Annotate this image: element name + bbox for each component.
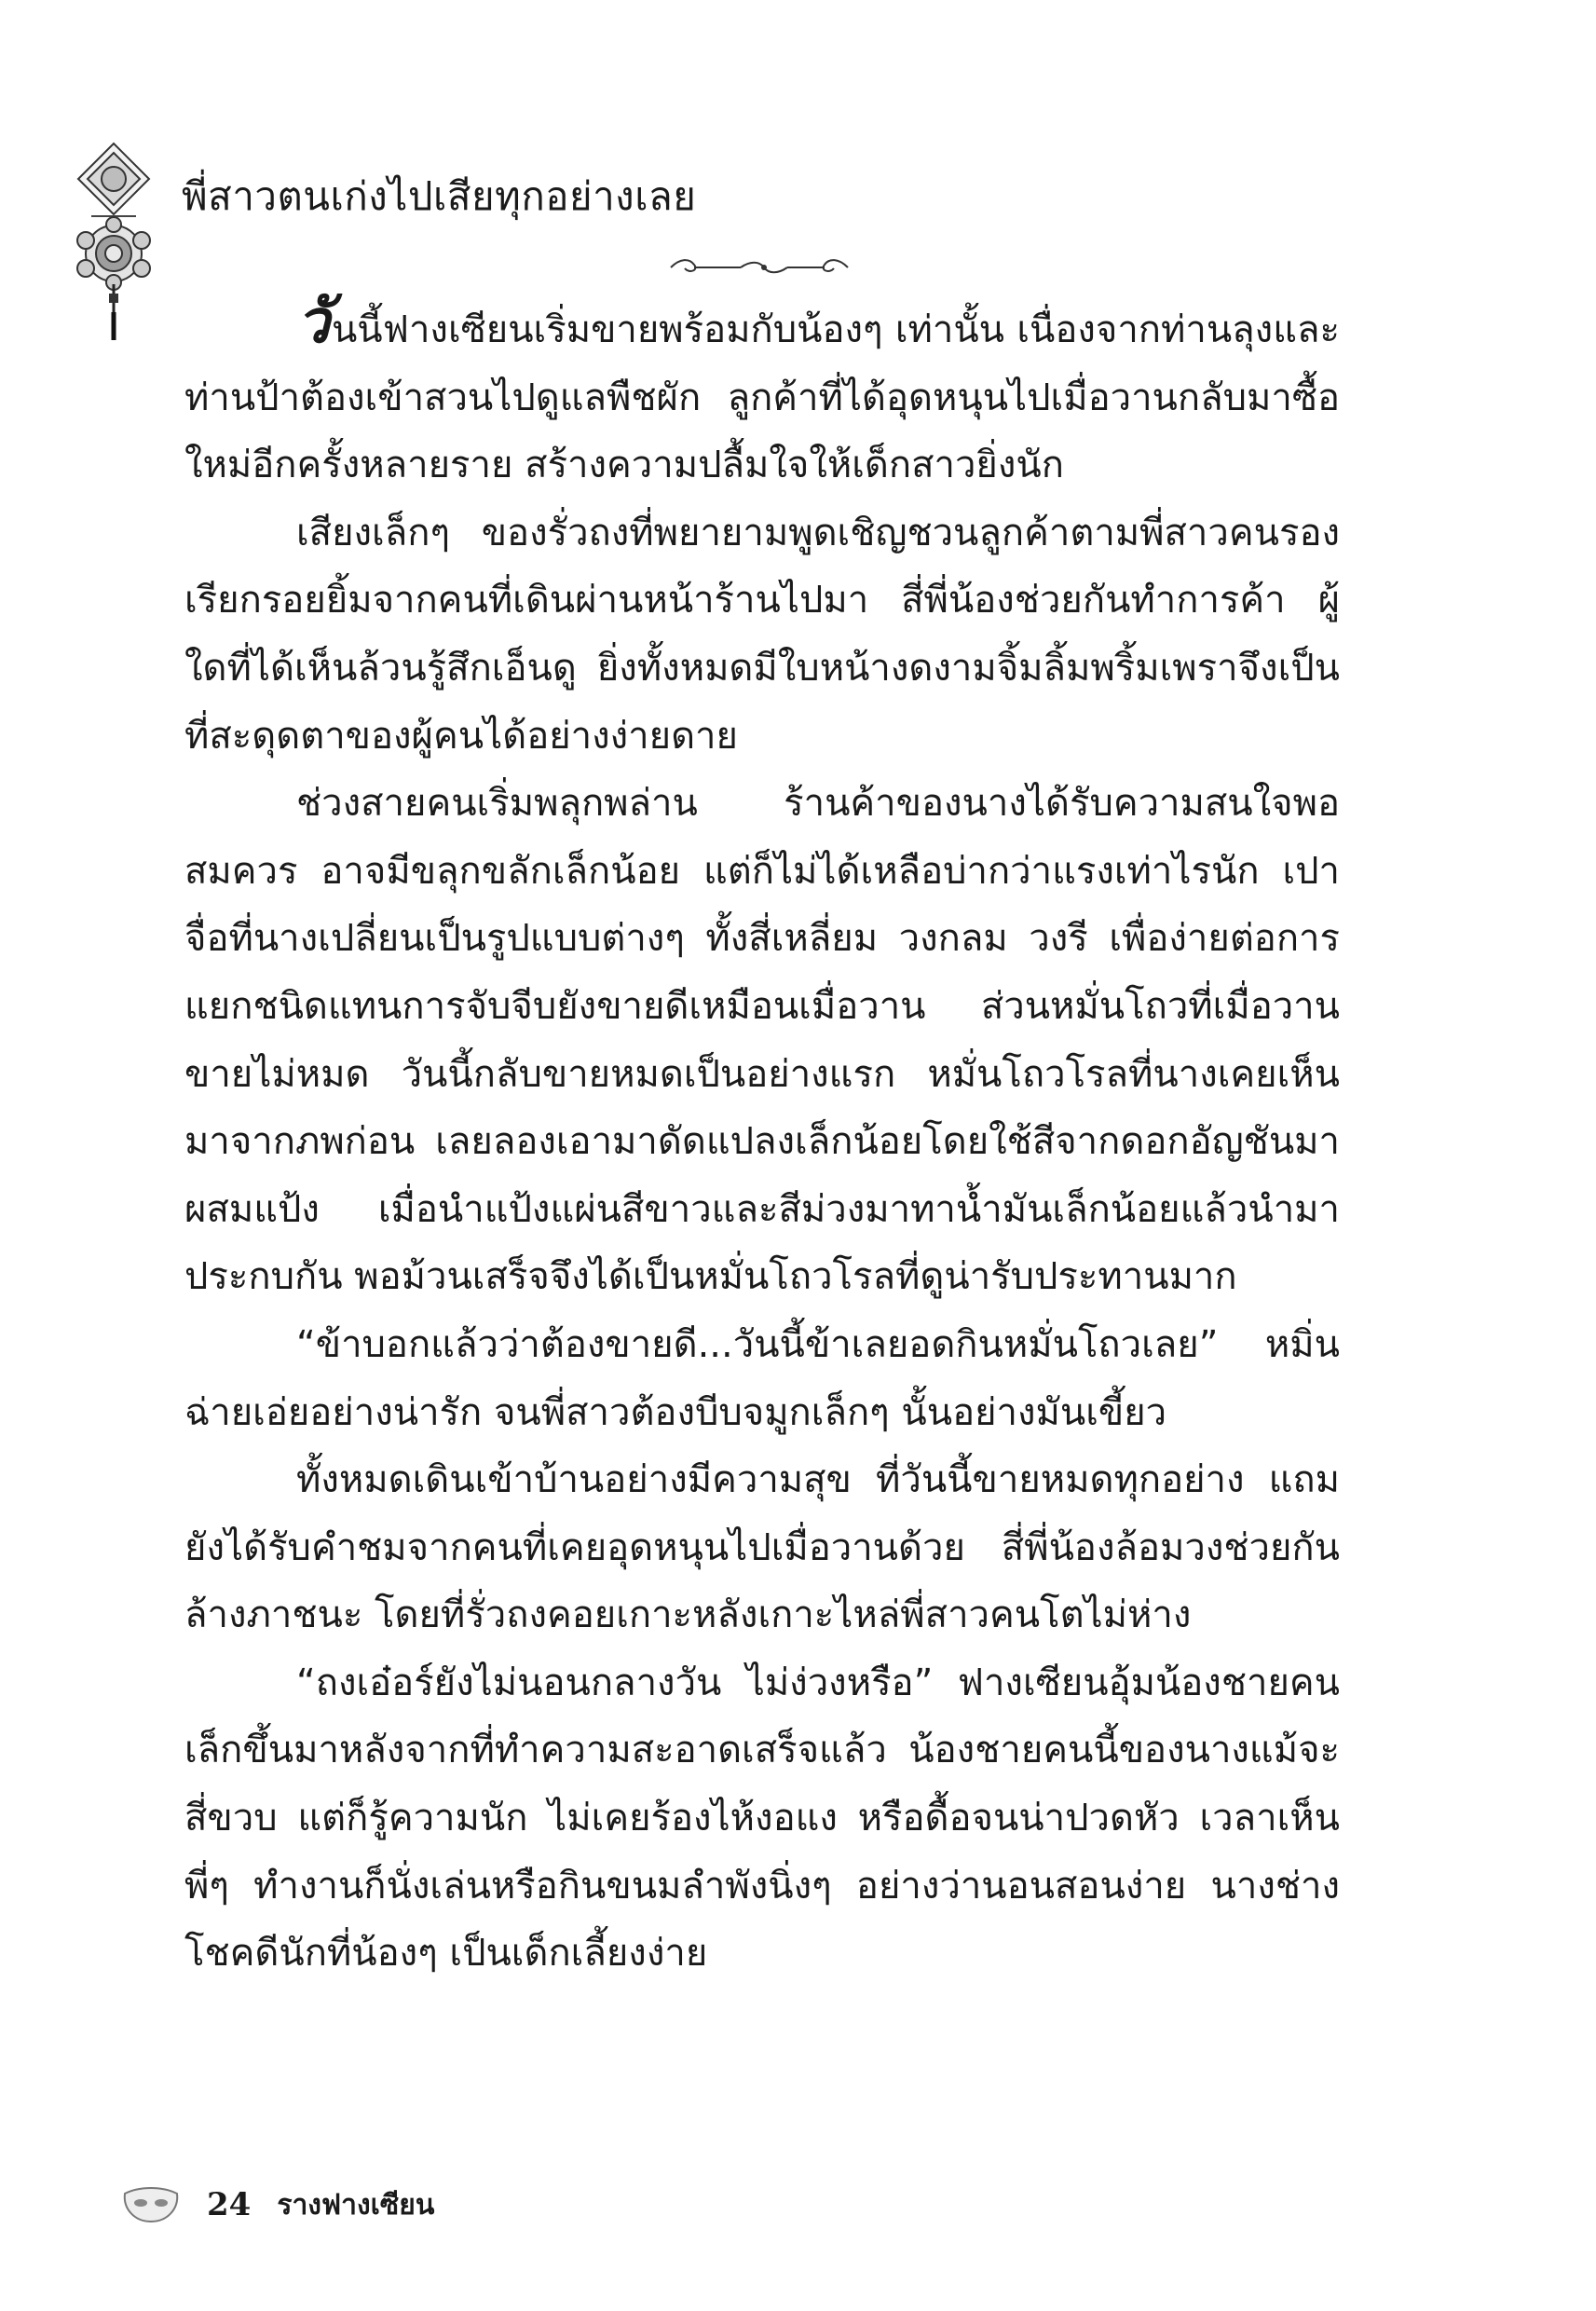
paragraph <box>184 287 1340 499</box>
mask-icon <box>121 2184 181 2225</box>
book-title: รางฟางเซียน <box>277 2188 435 2222</box>
paragraph-text: นนี้ฟางเซียนเริ่มขายพร้อมกับน้องๆ เท่านั้น เนื่องจากท่านลุงและท่านป้าต้องเข้าสวนไปดูแลพืชผัก ลูกค้าที่ได้อุดหนุนไปเมื่อวานกลับมาซื้อใหม่อีกครั้งหลายราย สร้างความปลื้มใจให้เด็กสาวยิ่งนัก <box>184 308 1340 487</box>
paragraph: “ข้าบอกแล้วว่าต้องขายดี...วันนี้ข้าเลยอดกินหมั่นโถวเลย” หมิ่นฉ่ายเอ่ยอย่างน่ารัก จนพี่สาวต้องบีบจมูกเล็กๆ นั้นอย่างมันเขี้ยว <box>184 1322 1340 1434</box>
paragraph: เสียงเล็กๆ ของรั่วถงที่พยายามพูดเชิญชวนลูกค้าตามพี่สาวคนรองเรียกรอยยิ้มจากคนที่เดินผ่านหน้าร้านไปมา สี่พี่น้องช่วยกันทำการค้า ผู้ใดที่ได้เห็นล้วนรู้สึกเอ็นดู ยิ่งทั้งหมดมีใบหน้างดงามจิ้มลิ้มพริ้มเพราจึงเป็นที่สะดุดตาของผู้คนได้อย่างง่ายดาย <box>184 511 1340 758</box>
chapter-body <box>184 287 1340 1988</box>
publisher-emblem-icon <box>58 140 170 354</box>
paragraph: ทั้งหมดเดินเข้าบ้านอย่างมีความสุข ที่วันนี้ขายหมดทุกอย่าง แถมยังได้รับคำชมจากคนที่เคยอุดหนุนไปเมื่อวานด้วย สี่พี่น้องล้อมวงช่วยกันล้างภาชนะ โดยที่รั่วถงคอยเกาะหลังเกาะไหล่พี่สาวคนโตไม่ห่าง <box>184 1458 1340 1637</box>
page-number: 24 <box>207 2186 252 2223</box>
running-section-title: พี่สาวตนเก่งไปเสียทุกอย่างเลย <box>182 173 697 219</box>
page-footer <box>121 2177 434 2233</box>
paragraph: “ถงเอ๋อร์ยังไม่นอนกลางวัน ไม่ง่วงหรือ” ฟางเซียนอุ้มน้องชายคนเล็กขึ้นมาหลังจากที่ทำความสะอาดเสร็จแล้ว น้องชายคนนี้ของนางแม้จะสี่ขวบ แต่ก็รู้ความนัก ไม่เคยร้องไห้งอแง หรือดื้อจนน่าปวดหัว เวลาเห็นพี่ๆ ทำงานก็นั่งเล่นหรือกินขนมลำพังนิ่งๆ อย่างว่านอนสอนง่าย นางช่างโชคดีนักที่น้องๆ เป็นเด็กเลี้ยงง่าย <box>184 1661 1340 1976</box>
drop-cap: วั <box>296 287 330 357</box>
paragraph: ช่วงสายคนเริ่มพลุกพล่าน ร้านค้าของนางได้รับความสนใจพอสมควร อาจมีขลุกขลักเล็กน้อย แต่ก็ไม่ได้เหลือบ่ากว่าแรงเท่าไรนัก เปาจื่อที่นางเปลี่ยนเป็นรูปแบบต่างๆ ทั้งสี่เหลี่ยม วงกลม วงรี เพื่อง่ายต่อการแยกชนิดแทนการจับจีบยังขายดีเหมือนเมื่อวาน ส่วนหมั่นโถวที่เมื่อวานขายไม่หมด วันนี้กลับขายหมดเป็นอย่างแรก หมั่นโถวโรลที่นางเคยเห็นมาจากภพก่อน เลยลองเอามาดัดแปลงเล็กน้อยโดยใช้สีจากดอกอัญชันมาผสมแป้ง เมื่อนำแป้งแผ่นสีขาวและสีม่วงมาทาน้ำมันเล็กน้อยแล้วนำมาประกบกัน พอม้วนเสร็จจึงได้เป็นหมั่นโถวโรลที่ดูน่ารับประทานมาก <box>184 782 1340 1299</box>
flourish-divider-icon <box>662 253 857 281</box>
